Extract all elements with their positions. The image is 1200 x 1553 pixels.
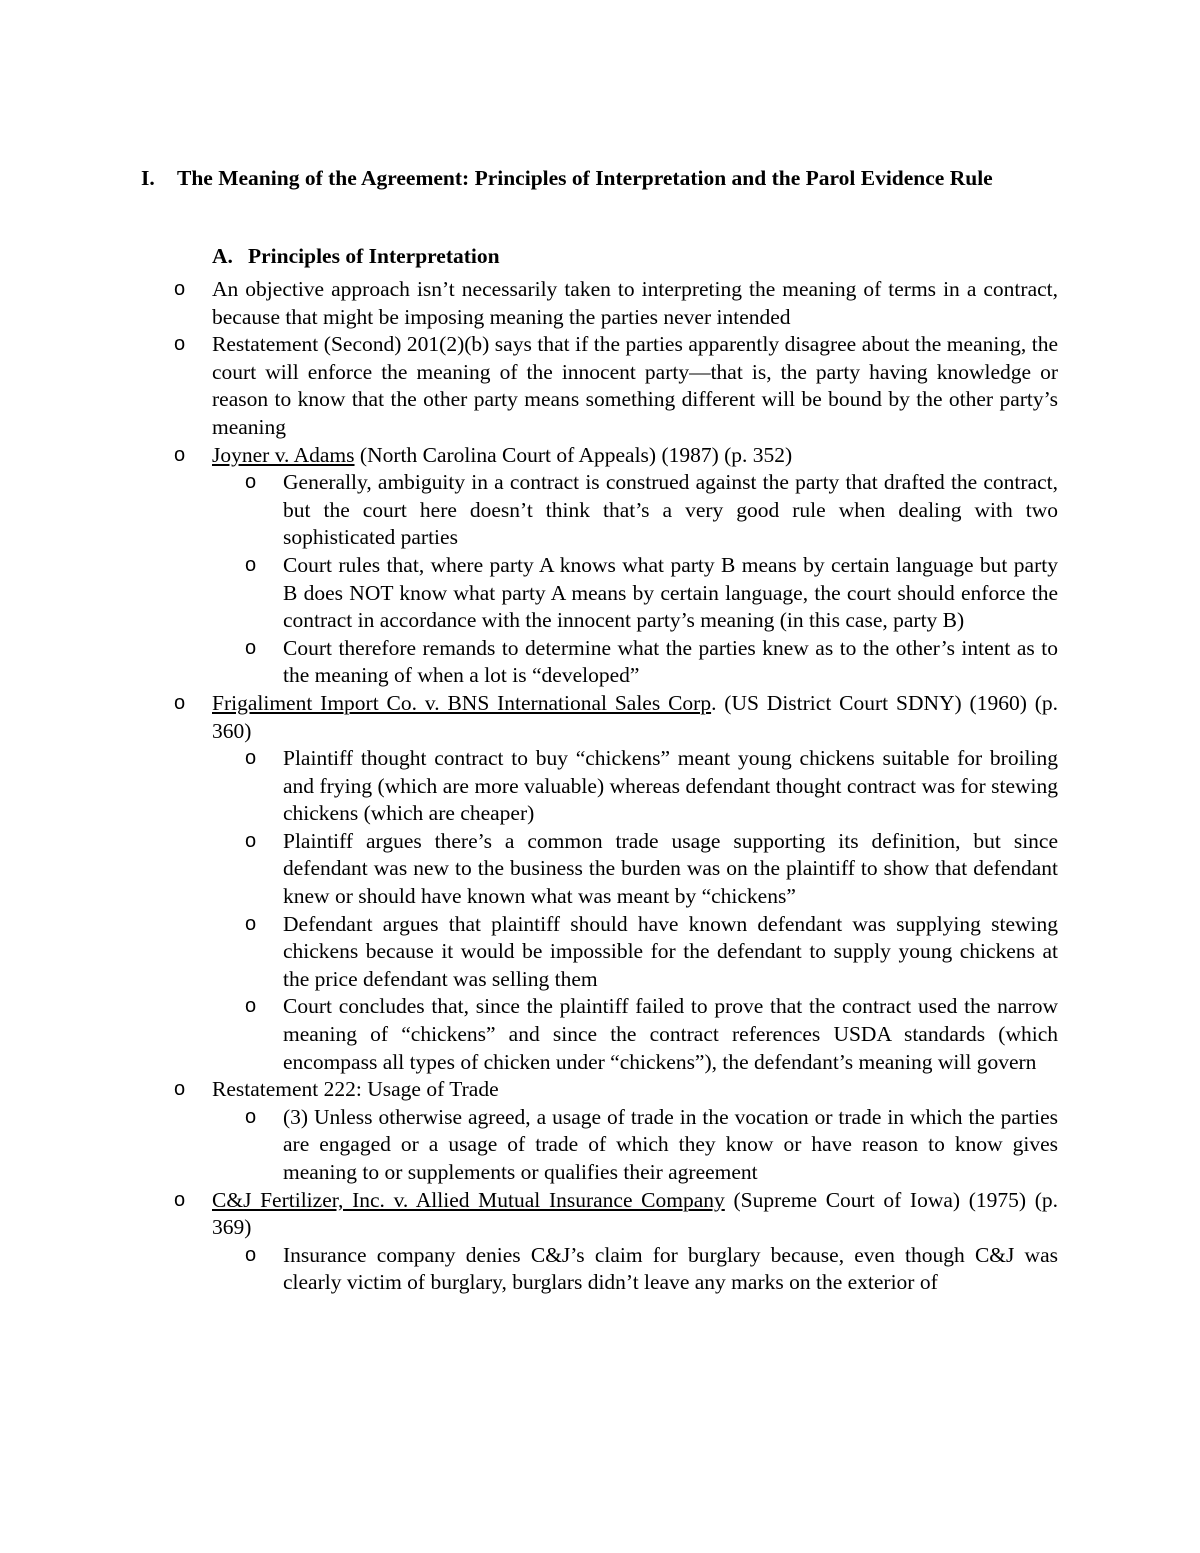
subsection-title: Principles of Interpretation — [248, 244, 500, 268]
bullet-icon: o — [174, 1078, 186, 1101]
bullet-icon: o — [245, 995, 257, 1018]
case-citation: (Supreme Court of Iowa) (1975) (p. 369) — [212, 1187, 1058, 1240]
list-subitem — [245, 469, 1058, 552]
bullet-icon: o — [245, 553, 257, 576]
bullet-icon: o — [174, 278, 186, 300]
list-item-text: Defendant argues that plaintiff should have known defendant was supplying stewing chickens because it would be impossible for the defendant to supply young chickens at the price defendant was selling them — [283, 911, 1058, 991]
subsection-heading — [212, 243, 500, 270]
list-item-text: An objective approach isn’t necessarily taken to interpreting the meaning of terms in a contract, because that might be imposing meaning the parties never intended — [212, 277, 1058, 329]
list-item — [174, 1076, 1058, 1104]
case-name: C&J Fertilizer, Inc. v. Allied Mutual Insurance Company — [212, 1187, 725, 1212]
bullet-icon: o — [245, 747, 257, 770]
list-subitem — [245, 828, 1058, 911]
bullet-icon: o — [245, 471, 257, 494]
list-item — [174, 276, 1058, 331]
subsection-number: A. — [212, 244, 233, 268]
bullet-icon: o — [174, 443, 186, 466]
bullet-icon: o — [245, 912, 257, 935]
list-item — [174, 331, 1058, 441]
list-item-text: Court therefore remands to determine what the parties knew as to the other’s intent as to the meaning of when a lot is “developed” — [283, 635, 1058, 688]
bullet-icon: o — [245, 1105, 257, 1128]
list-item-text: Insurance company denies C&J’s claim for burglary because, even though C&J was clearly victim of burglary, burglars didn’t leave any marks on the exterior of — [283, 1242, 1058, 1295]
list-subitem — [245, 552, 1058, 635]
list-subitem — [245, 993, 1058, 1076]
list-item-text: Restatement 222: Usage of Trade — [212, 1077, 499, 1102]
bullet-icon: o — [245, 1243, 257, 1266]
section-number: I. — [141, 166, 155, 190]
list-item-text: Plaintiff argues there’s a common trade usage supporting its definition, but since defendant was new to the business the burden was on the plaintiff to show that defendant knew or should have known what was meant by “chickens” — [283, 828, 1058, 909]
bullet-icon: o — [245, 829, 257, 852]
case-name: Joyner v. Adams — [212, 442, 355, 467]
case-citation: . (US District Court SDNY) (1960) (p. 360) — [212, 690, 1058, 743]
list-item-text: (3) Unless otherwise agreed, a usage of trade in the vocation or trade in which the parties are engaged or a usage of trade of which they know or have reason to know gives meaning to or supplements or qualifies their agreement — [283, 1104, 1058, 1184]
bullet-icon: o — [174, 333, 186, 356]
case-item — [174, 442, 1058, 470]
list-item-text: Court concludes that, since the plaintiff failed to prove that the contract used the narrow meaning of “chickens” and since the contract references USDA standards (which encompass all types of chicken under “chickens”), the defendant’s meaning will govern — [283, 994, 1058, 1074]
list-subitem — [245, 745, 1058, 828]
list-item-text: Court rules that, where party A knows what party B means by certain language but party B does NOT know what party A means by certain language, the court should enforce the contract in accordance with the innocent party’s meaning (in this case, party B) — [283, 552, 1058, 633]
case-citation: (North Carolina Court of Appeals) (1987) (p. 352) — [354, 442, 793, 467]
bullet-icon: o — [174, 691, 186, 714]
case-item — [174, 1187, 1058, 1242]
bullet-icon: o — [174, 1188, 186, 1211]
outline-list — [0, 276, 1200, 1297]
case-item — [174, 690, 1058, 745]
list-item-text: Plaintiff thought contract to buy “chickens” meant young chickens suitable for broiling and frying (which are more valuable) whereas defendant thought contract was for stewing chickens (which are cheaper) — [283, 746, 1058, 826]
list-subitem — [245, 1104, 1058, 1187]
list-item-text: Generally, ambiguity in a contract is construed against the party that drafted the contract, but the court here doesn’t think that’s a very good rule when dealing with two sophisticated parties — [283, 470, 1058, 550]
bullet-icon: o — [245, 636, 257, 659]
list-item-text: Restatement (Second) 201(2)(b) says that if the parties apparently disagree about the meaning, the court will enforce the meaning of the innocent party—that is, the party having knowledge or reason to know that the other party means something different will be bound by the other party’s meaning — [212, 332, 1058, 439]
list-subitem — [245, 635, 1058, 690]
case-name: Frigaliment Import Co. v. BNS International Sales Corp — [212, 690, 712, 715]
list-subitem — [245, 1242, 1058, 1297]
section-heading — [141, 165, 1060, 192]
section-title: The Meaning of the Agreement: Principles of Interpretation and the Parol Evidence Rule — [177, 166, 993, 190]
list-subitem — [245, 911, 1058, 994]
